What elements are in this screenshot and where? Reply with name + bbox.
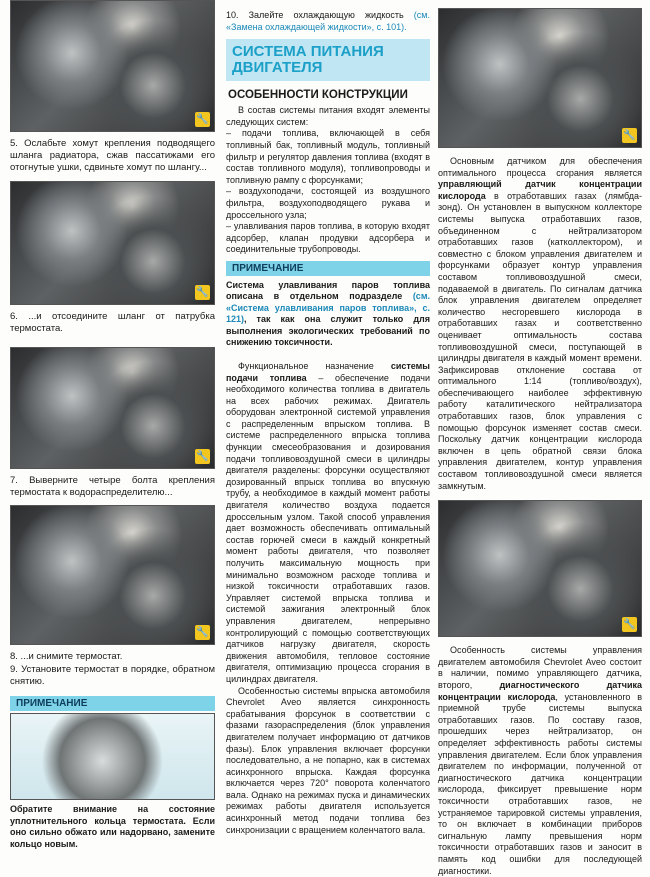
left-column	[10, 0, 215, 850]
note-text: Обратите внимание на состояние уплотнительного кольца термостата. Если оно сильно обжато или надорвано, замените кольцо новым.	[10, 804, 215, 849]
section-subtitle: ОСОБЕННОСТИ КОНСТРУКЦИИ	[228, 89, 408, 102]
section-body-3	[438, 156, 642, 492]
note-ref: (см. «Система улавливания паров топлива», с. 121)	[226, 291, 430, 325]
section-body-2	[226, 361, 430, 836]
section-body-4	[438, 645, 642, 877]
text: Основным датчиком для обеспечения оптимального процесса сгорания является	[438, 156, 642, 178]
wrench-icon: 🔧	[196, 286, 209, 298]
text: Функциональное назначение	[238, 360, 374, 371]
caption-step-8-9	[10, 651, 215, 688]
text: Особенность системы управления двигателем автомобиля Chevrolet Aveo состоит в наличии, помимо управляющего датчика, второго,	[438, 645, 642, 690]
note-text-a: Система улавливания паров топлива описана в отдельном подразделе	[226, 279, 430, 302]
term-fuel-supply: системы подачи топлива	[226, 360, 430, 383]
note-label: ПРИМЕЧАНИЕ	[226, 261, 430, 276]
photo-thermostat-bolts	[10, 347, 215, 469]
wrench-icon: 🔧	[196, 627, 209, 639]
note-text-b: , так как она служит только для выполнения экологических требований по снижению токсичности.	[226, 314, 430, 348]
paragraph: – подачи топлива, включающей в себя топливный бак, топливный модуль, топливный фильтр и регулятор давления топлива (входят в состав топливного модуля), топливопроводы и топливную рампу с форсунками;	[226, 128, 430, 185]
wrench-icon: 🔧	[196, 114, 209, 125]
note-text	[226, 280, 430, 349]
paragraph: – воздухоподачи, состоящей из воздушного фильтра, воздухоподводящего рукава и дроссельного узла;	[226, 186, 430, 220]
text: , установленного в приемной трубе системы выпуска отработавших газов. По составу газов, прошедших через нейтрализатор, он определяет эффективность работы системы управления двигателем. Если блок управления двигателем по информации, полученной от диагностического датчика концентрации кислорода, фиксирует превышение норм токсичности отработавших газов, не устраняемое тарировкой системы управления, то он включает в комбинации приборов сигнальную лампу превышения норм токсичности отработавших газов и заносит в память код ошибки для последующей диагностики.	[438, 691, 642, 876]
caption-step-6: 6. ...и отсоедините шланг от патрубка термостата.	[10, 310, 215, 334]
photo-thermostat-part	[10, 713, 215, 800]
text: в отработавших газах (лямбда-зонд). Он установлен в выпускном коллекторе системы выпуска отработавших газов, объединенном с нейтрализатором отработавших газов (катколлектором), и совместно с блоком управления двигателем и форсунками образует контур управления составом топливовоздушной смеси, подаваемой в двигатель. По сигналам датчика блок управления двигателем определяет количество несгоревшего кислорода в отработавших газах и соответственно оценивает оптимальность состава топливовоздушной смеси, поступающей в цилиндры двигателя в каждый момент времени. Зафиксировав отклонение состава от оптимального 1:14 (топливо/воздух), обеспечивающего наиболее эффективную работу каталитического нейтрализатора отработавших газов, блок управления с помощью форсунок изменяет состав смеси. Поскольку датчик концентрации кислорода включен в цепь обратной связи блока управления двигателем, контур управления составом топливовоздушной смеси является замкнутым.	[438, 190, 642, 491]
section-title: СИСТЕМА ПИТАНИЯ ДВИГАТЕЛЯ	[226, 39, 430, 81]
step-10	[226, 10, 430, 33]
photo-thermostat-removal	[10, 505, 215, 645]
photo-oxygen-sensor-1	[438, 8, 642, 148]
section-body-1	[226, 105, 430, 256]
term-diagnostic-sensor: диагностического датчика концентрации кислорода	[438, 680, 642, 702]
middle-column	[226, 0, 430, 836]
paragraph	[438, 645, 642, 877]
step-10-text: 10. Залейте охлаждающую жидкость	[226, 10, 404, 20]
right-column	[438, 0, 642, 877]
term-control-sensor: управляющий датчик концентрации кислорода	[438, 179, 642, 201]
wrench-icon: 🔧	[196, 451, 209, 463]
text: – обеспечение подачи необходимого количества топлива в двигатель на всех рабочих режимах. Двигатель оборудован электронной системой управления с распределенным впрыском топлива. В системе распределенного впрыска топлива функции смесеобразования и дозирования подачи топливовоздушной смеси в цилиндры двигателя разделены: форсунки осуществляют дозированный впрыск топлива во впускную трубу, а необходимое в каждый момент работы двигателя количество воздуха подается дроссельным узлом. Такой способ управления дает возможность обеспечивать оптимальный состав горючей смеси в каждый конкретный момент работы двигателя, что позволяет получить максимальную мощность при минимально возможном расходе топлива и низкой токсичности отработавших газов. Управляет системой впрыска топлива и системой зажигания электронный блок управления двигателем, непрерывно контролирующий с помощью соответствующих датчиков нагрузку двигателя, скорость движения автомобиля, тепловое состояние двигателя, оптимизацию процесса сгорания в цилиндрах двигателя.	[226, 372, 430, 684]
caption-step-7: 7. Выверните четыре болта крепления термостата к водораспределителю...	[10, 475, 215, 499]
paragraph	[226, 361, 430, 686]
caption-step-8: 8. ...и снимите термостат.	[10, 651, 123, 663]
photo-oxygen-sensor-2	[438, 500, 642, 637]
paragraph: Особенностью системы впрыска автомобиля Chevrolet Aveo является синхронность срабатывания форсунок в соответствии с фазами газораспределения (блок управления двигателем получает информацию от датчиков фазы). Блок управления включает форсунки последовательно, а не попарно, как в системах асинхронного впрыска. Каждая форсунка включается через 720° поворота коленчатого вала. Однако на режимах пуска и динамических режимах работы двигателя используется асинхронный метод подачи топлива без синхронизации с вращением коленчатого вала.	[226, 685, 430, 835]
photo-hose-disconnect	[10, 181, 215, 305]
paragraph: – улавливания паров топлива, в которую входят адсорбер, клапан продувки адсорбера и соединительные трубопроводы.	[226, 221, 430, 255]
caption-step-9: 9. Установите термостат в порядке, обратном снятию.	[10, 663, 215, 687]
step-10-ref: (см. «Замена охлаждающей жидкости», с. 101).	[226, 10, 430, 32]
wrench-icon: 🔧	[623, 619, 636, 631]
note-label: ПРИМЕЧАНИЕ	[10, 696, 215, 711]
paragraph: В состав системы питания входят элементы следующих систем:	[226, 105, 430, 127]
caption-step-5: 5. Ослабьте хомут крепления подводящего шланга радиатора, сжав пассатижами его отогнутые ушки, сдвиньте хомут по шлангу...	[10, 138, 215, 174]
photo-radiator-hose-clamp	[10, 0, 215, 132]
paragraph	[438, 156, 642, 492]
wrench-icon: 🔧	[623, 130, 636, 141]
